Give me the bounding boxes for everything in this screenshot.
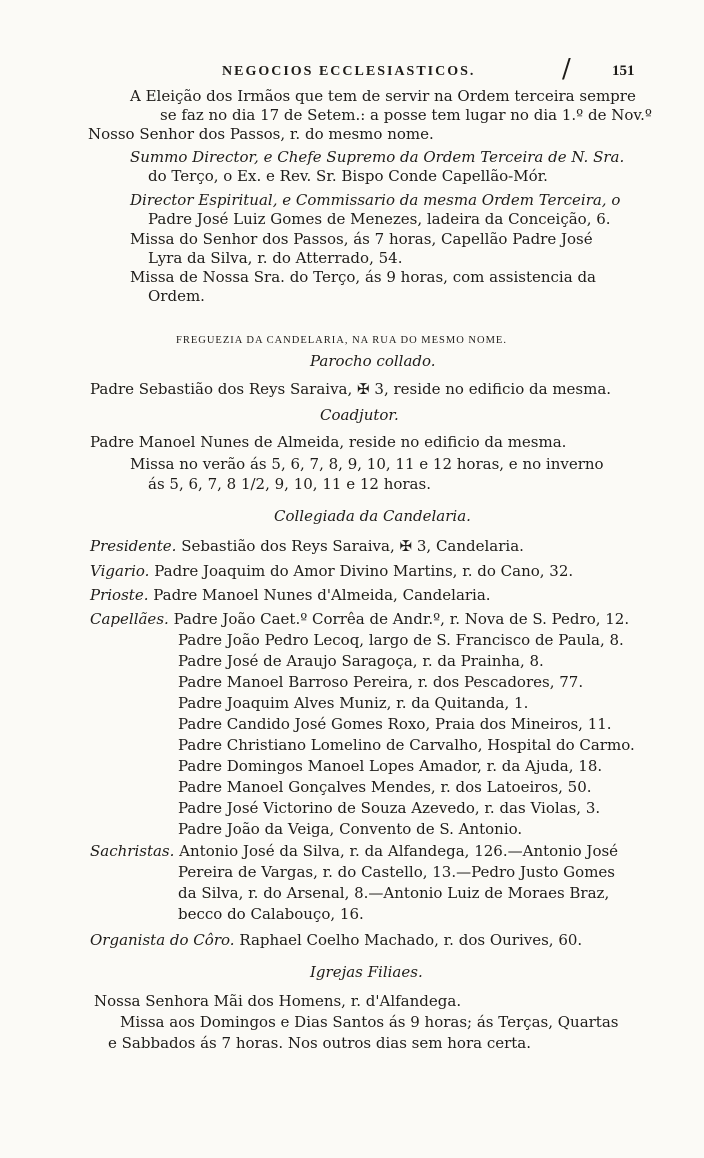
cross-icon: ✠ xyxy=(357,380,370,398)
text-line: Padre Sebastião dos Reys Saraiva, ✠ 3, reside no edificio da mesma. xyxy=(90,380,612,398)
text-line: Pereira de Vargas, r. do Castello, 13.—Pedro Justo Gomes xyxy=(178,863,615,881)
subheading: Coadjutor. xyxy=(320,406,399,424)
text-line: Vigario. Padre Joaquim do Amor Divino Martins, r. do Cano, 32. xyxy=(90,562,574,580)
text-line: e Sabbados ás 7 horas. Nos outros dias sem hora certa. xyxy=(108,1034,532,1052)
text-line: Padre João Pedro Lecoq, largo de S. Francisco de Paula, 8. xyxy=(178,631,624,649)
text-line: Missa de Nossa Sra. do Terço, ás 9 horas, com assistencia da xyxy=(130,268,596,286)
text-line: Summo Director, e Chefe Supremo da Ordem Terceira de N. Sra. xyxy=(130,148,625,166)
text-line: Capellães. Padre João Caet.º Corrêa de Andr.º, r. Nova de S. Pedro, 12. xyxy=(90,610,630,628)
text-line: Padre João da Veiga, Convento de S. Antonio. xyxy=(178,820,523,838)
text-line: Prioste. Padre Manoel Nunes d'Almeida, Candelaria. xyxy=(90,586,491,604)
page-number: 151 xyxy=(612,63,635,79)
text-line: Padre Joaquim Alves Muniz, r. da Quitanda, 1. xyxy=(178,694,529,712)
text-line: Missa do Senhor dos Passos, ás 7 horas, Capellão Padre José xyxy=(130,230,593,248)
text-line: Padre Christiano Lomelino de Carvalho, Hospital do Carmo. xyxy=(178,736,635,754)
text-line: da Silva, r. do Arsenal, 8.—Antonio Luiz de Moraes Braz, xyxy=(178,884,610,902)
text-line: Lyra da Silva, r. do Atterrado, 54. xyxy=(148,249,403,267)
running-header: NEGOCIOS ECCLESIASTICOS. xyxy=(222,64,476,79)
text-line: Nossa Senhora Mãi dos Homens, r. d'Alfandega. xyxy=(94,992,462,1010)
text-line: Padre José Luiz Gomes de Menezes, ladeira da Conceição, 6. xyxy=(148,210,611,228)
section-heading: FREGUEZIA DA CANDELARIA, NA RUA DO MESMO NOME. xyxy=(176,335,507,346)
text-line: Ordem. xyxy=(148,287,205,305)
subheading: Igrejas Filiaes. xyxy=(310,963,423,981)
text-line: Missa aos Domingos e Dias Santos ás 9 horas; ás Terças, Quartas xyxy=(120,1013,619,1031)
text-line: Sachristas. Antonio José da Silva, r. da Alfandega, 126.—Antonio José xyxy=(90,842,619,860)
text-line: Padre Manoel Nunes de Almeida, reside no edificio da mesma. xyxy=(90,433,567,451)
subheading: Collegiada da Candelaria. xyxy=(274,507,471,525)
text-line: becco do Calabouço, 16. xyxy=(178,905,364,923)
text-line: Padre Manoel Barroso Pereira, r. dos Pescadores, 77. xyxy=(178,673,584,691)
text-line: se faz no dia 17 de Setem.: a posse tem lugar no dia 1.º de Nov.º xyxy=(160,106,652,124)
handwritten-mark: / xyxy=(562,54,571,84)
text-line: Padre Manoel Gonçalves Mendes, r. dos Latoeiros, 50. xyxy=(178,778,592,796)
text-line: A Eleição dos Irmãos que tem de servir na Ordem terceira sempre xyxy=(130,87,636,105)
text-line: Presidente. Sebastião dos Reys Saraiva, ✠ 3, Candelaria. xyxy=(90,537,524,555)
text-line: Padre Domingos Manoel Lopes Amador, r. da Ajuda, 18. xyxy=(178,757,603,775)
text-line: Padre Candido José Gomes Roxo, Praia dos Mineiros, 11. xyxy=(178,715,612,733)
text-line: do Terço, o Ex. e Rev. Sr. Bispo Conde Capellão-Mór. xyxy=(148,167,548,185)
subheading: Parocho collado. xyxy=(310,352,436,370)
text-line: Padre José de Araujo Saragoça, r. da Prainha, 8. xyxy=(178,652,544,670)
text-line: Organista do Côro. Raphael Coelho Machado, r. dos Ourives, 60. xyxy=(90,931,583,949)
text-line: Director Espiritual, e Commissario da mesma Ordem Terceira, o xyxy=(130,191,621,209)
text-line: Padre José Victorino de Souza Azevedo, r. das Violas, 3. xyxy=(178,799,601,817)
cross-icon: ✠ xyxy=(399,537,413,555)
text-line: ás 5, 6, 7, 8 1/2, 9, 10, 11 e 12 horas. xyxy=(148,475,431,493)
text-line: Missa no verão ás 5, 6, 7, 8, 9, 10, 11 e 12 horas, e no inverno xyxy=(130,455,604,473)
text-line: Nosso Senhor dos Passos, r. do mesmo nome. xyxy=(88,125,434,143)
